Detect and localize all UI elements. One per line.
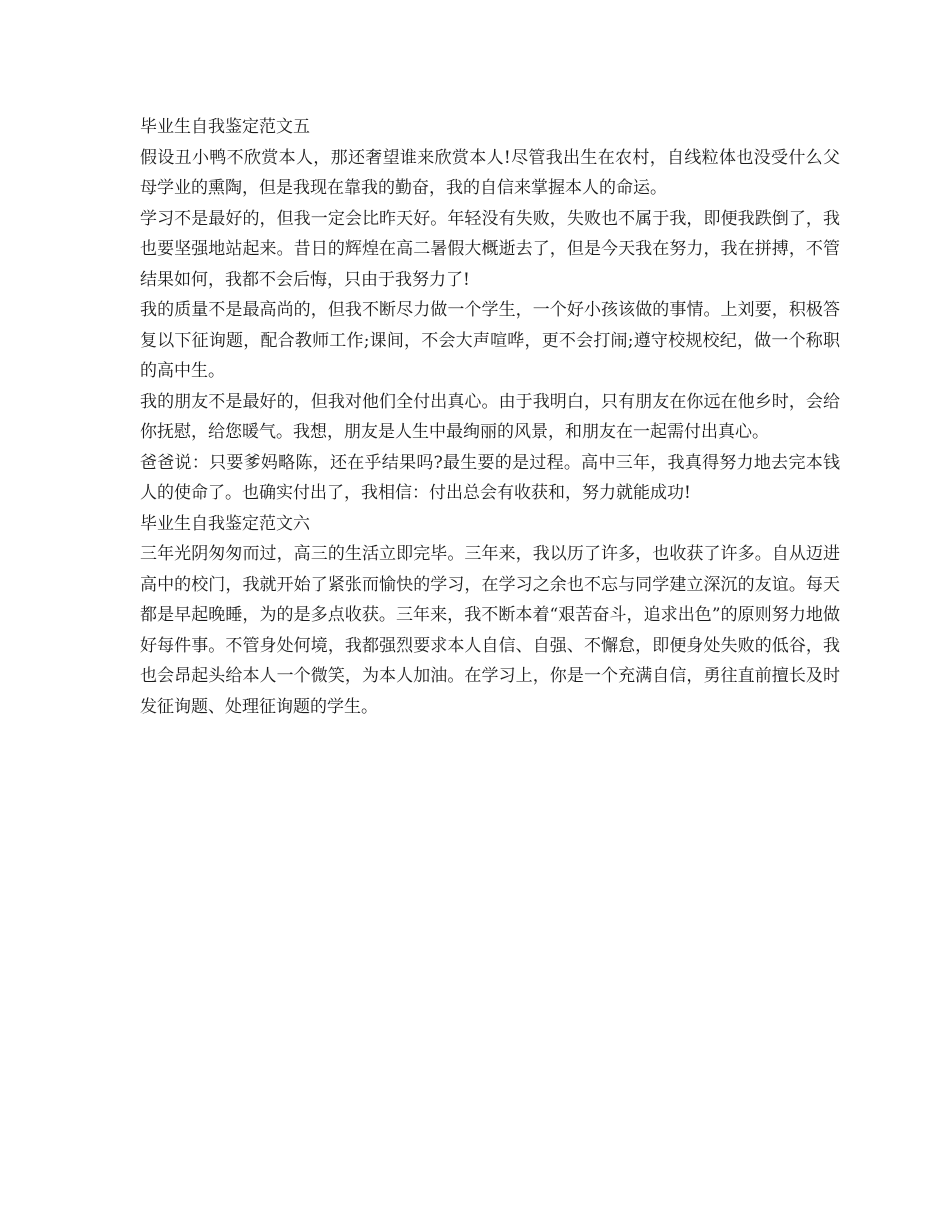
section-heading: 毕业生自我鉴定范文五	[140, 117, 310, 137]
paragraph: 学习不是最好的，但我一定会比昨天好。年轻没有失败，失败也不属于我，即便我跌倒了，我也要坚强地站起来。昔日的辉煌在高二暑假大概逝去了，但是今天我在努力，我在拼搏，不管结果如何，我都不会后悔，只由于我努力了!	[140, 208, 840, 290]
document-body	[140, 112, 840, 722]
paragraph: 三年光阴匆匆而过，高三的生活立即完毕。三年来，我以历了许多，也收获了许多。自从迈进高中的校门，我就开始了紧张而愉快的学习，在学习之余也不忘与同学建立深沉的友谊。每天都是早起晚睡，为的是多点收获。三年来，我不断本着“艰苦奋斗，追求出色”的原则努力地做好每件事。不管身处何境，我都强烈要求本人自信、自强、不懈怠，即便身处失败的低谷，我也会昂起头给本人一个微笑，为本人加油。在学习上，你是一个充满自信，勇往直前擅长及时发征询题、处理征询题的学生。	[140, 544, 840, 717]
section-heading: 毕业生自我鉴定范文六	[140, 513, 310, 534]
paragraph: 我的朋友不是最好的，但我对他们全付出真心。由于我明白，只有朋友在你远在他乡时，会给你抚慰，给您暖气。我想，朋友是人生中最绚丽的风景，和朋友在一起需付出真心。	[140, 391, 840, 442]
paragraph: 爸爸说：只要爹妈略陈，还在乎结果吗?最生要的是过程。高中三年，我真得努力地去完本钱人的使命了。也确实付出了，我相信：付出总会有收获和，努力就能成功!	[140, 452, 840, 503]
paragraph: 假设丑小鸭不欣赏本人，那还奢望谁来欣赏本人!尽管我出生在农村，自线粒体也没受什么父母学业的熏陶，但是我现在靠我的勤奋，我的自信来掌握本人的命运。	[140, 147, 840, 198]
paragraph: 我的质量不是最高尚的，但我不断尽力做一个学生，一个好小孩该做的事情。上刘要，积极答复以下征询题，配合教师工作;课间，不会大声喧哗，更不会打闹;遵守校规校纪，做一个称职的高中生。	[140, 300, 840, 381]
